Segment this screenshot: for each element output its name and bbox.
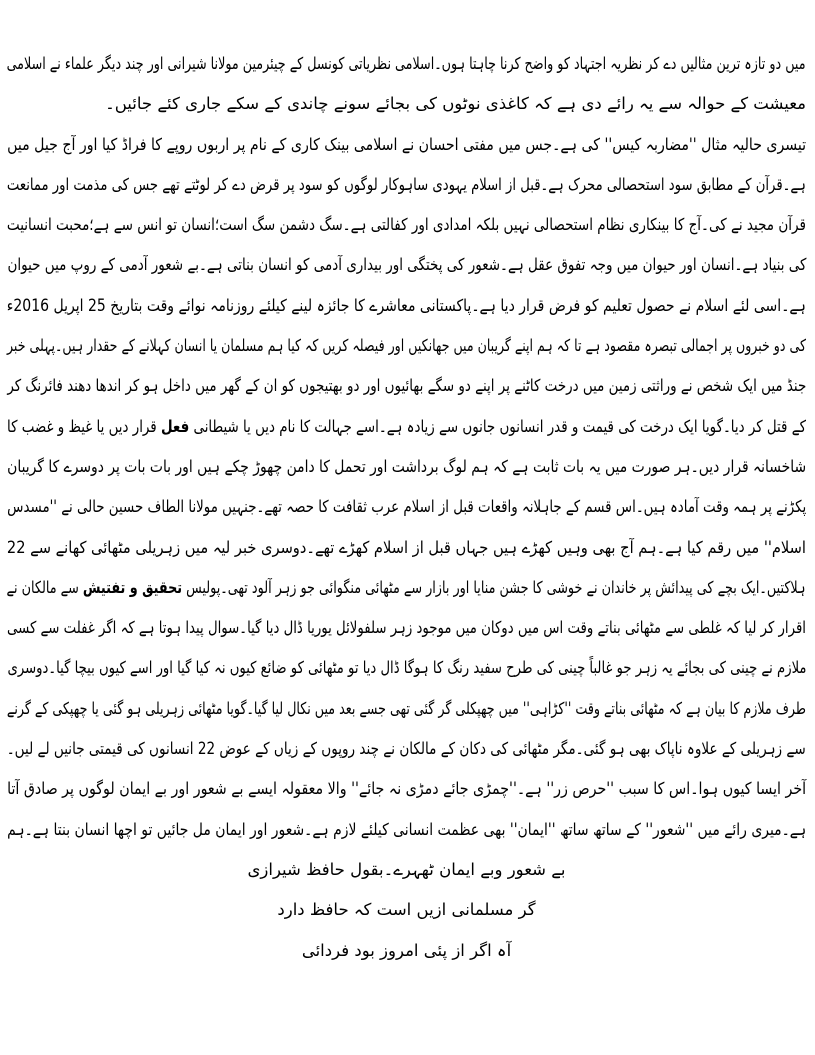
line-text: جنڈ میں ایک شخص نے وراثتی زمین میں درخت کاٹنے پر اپنے دو سگے بھائیوں اور دو بھتیجوں کو ان کے گھر میں داخل ہو کر اندھا دھند فائرنگ کر [8,376,807,396]
text-line [8,125,807,165]
text-line [8,326,807,366]
text-line [8,407,807,447]
line-text: طرف ملازم کا بیان ہے کہ مٹھائی بناتے وقت ''کڑاہی'' میں چھپکلی گر گئی تھی جسے بعد میں نکال لیا گیا۔گویا مٹھائی زہریلی ہو گئی یا چھپکی کے گرنے [7,698,807,718]
line-text: آہ اگر از پئی امروز بود فردائی [302,940,513,960]
text-line [8,769,807,809]
line-text: ہے۔اسی لئے اسلام نے حصول تعلیم کو فرض قرار دیا ہے۔پاکستانی معاشرے کا جائزہ لینے کیلئے روزنامہ نوائے وقت بتاریخ 25 اپریل 2016ء [7,295,807,315]
line-text: معیشت کے حوالہ سے یہ رائے دی ہے کہ کاغذی نوٹوں کی بجائے سونے چاندی کے سکے جاری کئے جائیں۔ [106,94,807,114]
couplet-line [8,850,807,890]
line-text: میں دو تازہ ترین مثالیں دے کر نظریہ اجتہاد کو واضح کرنا چاہتا ہوں۔اسلامی نظریاتی کونسل کے چیئرمین مولانا شیرانی اور چند دیگر علماء نے اسلامی [8,54,807,73]
text-line [8,245,807,285]
text-line [8,568,807,608]
text-line [8,447,807,487]
text-line [8,165,807,205]
line-text: آخر ایسا کیوں ہوا۔اس کا سبب ''حرص زر'' ہے۔''چمڑی جائے دمڑی نہ جائے'' والا معقولہ ایسے بے شعور اور بے ایمان لوگوں پر صادق آتا [8,779,807,799]
text-line [8,810,807,850]
text-line [8,608,807,648]
line-text: ملازم نے چینی کی بجائے یہ زہر جو غالباً چینی کی طرح سفید رنگ کا ہوگا ڈال دیا تو مٹھائی کو ضائع کیوں نہ کیا گیا اور اسے کیوں بیچا گیا۔دوسری [7,658,807,678]
text-line [8,689,807,729]
line-text: کی بنیاد ہے۔انسان اور حیوان میں وجہ تفوق عقل ہے۔شعور کی پختگی اور بیداری آدمی کو انسان بناتی ہے۔بے شعور آدمی کے روپ میں حیوان [8,255,807,275]
couplet-line [8,890,807,930]
text-line [8,528,807,568]
text-line [8,44,807,84]
text-line [8,366,807,406]
line-text: ہے۔میری رائے میں ''شعور'' کے ساتھ ساتھ ''ایمان'' بھی عظمت انسانی کیلئے لازم ہے۔شعور اور ایمان مل جائیں تو اچھا انسان بنتا ہے۔ہم [7,819,807,839]
line-text: تیسری حالیہ مثال ''مضاربہ کیس'' کی ہے۔جس میں مفتی احسان نے اسلامی بینک کاری کے نام پر اربوں روپے کا فراڈ کیا اور آج جیل میں [8,134,807,154]
line-text: ہلاکتیں۔ایک بچے کی پیدائش پر خاندان نے خوشی کا جشن منایا اور بازار سے مٹھائی منگوائی جو زہر آلود تھی۔پولیس تحقیق و تفتیش سے مالکان نے [8,577,808,597]
line-text: کے قتل کر دیا۔گویا ایک درخت کی قیمت و قدر انسانوں جانوں سے زیادہ ہے۔اسے جہالت کا نام دیں یا شیطانی فعل قرار دیں یا غیظ و غضب کا [8,416,807,436]
line-text: سے زہریلی کے علاوہ ناپاک بھی ہو گئی۔مگر مٹھائی کی دکان کے مالکان نے چند روپوں کے زیاں کے عوض 22 انسانوں کی قیمتی جانیں لے لیں۔ [8,739,807,759]
text-line [8,648,807,688]
line-text: کی دو خبروں پر اجمالی تبصرہ مقصود ہے تا کہ ہم اپنے گریبان میں جھانکیں اور فیصلہ کریں کہ کیا ہم مسلمان یا انسان کہلانے کے حقدار ہیں۔پہلی خبر [8,336,807,356]
line-text: ہے۔قرآن کے مطابق سود استحصالی محرک ہے۔قبل از اسلام یہودی ساہوکار لوگوں کو سود پر قرض دے کر لوٹتے تھے جس کی مذمت اور ممانعت [8,174,807,194]
text-line [8,84,807,124]
line-text: پکڑنے پر ہمہ وقت آمادہ ہیں۔اس قسم کے جاہلانہ واقعات قبل از اسلام عرب ثقافت کا حصہ تھے۔جنہیں مولانا الطاف حسین حالی نے ''مسدس [7,497,807,517]
line-text: شاخسانہ قرار دیں۔ہر صورت میں یہ بات ثابت ہے کہ ہم لوگ برداشت اور تحمل کا دامن چھوڑ چکے ہیں اور بات بات پر دوسرے کا گریبان [8,456,807,476]
line-text: اسلام'' میں رقم کیا ہے۔ہم آج بھی وہیں کھڑے ہیں جہاں قبل از اسلام کھڑے تھے۔دوسری خبر لیہ میں زہریلی مٹھائی کھانے سے 22 [7,537,808,557]
article-text [8,44,807,971]
line-text: بے شعور وبے ایمان ٹھہرے۔بقول حافظ شیرازی [248,859,567,879]
couplet-line [8,931,807,971]
line-text: اقرار کر لیا کہ غلطی سے مٹھائی بناتے وقت اس میں دوکان میں موجود زہر سلفولائل یوریا ڈال دیا گیا۔سوال پیدا ہوتا ہے کہ اگر غفلت سے کسی [8,618,807,638]
line-text: گر مسلمانی ازیں است کہ حافظ دارد [278,900,537,920]
text-line [8,729,807,769]
text-line [8,205,807,245]
line-text: قرآن مجید نے کی۔آج کا بینکاری نظام استحصالی نہیں بلکہ امدادی اور کفالتی ہے۔سگ دشمن سگ است؛انسان تو انس سے ہے؛محبت انسانیت [8,215,807,235]
text-line [8,487,807,527]
text-line [8,286,807,326]
